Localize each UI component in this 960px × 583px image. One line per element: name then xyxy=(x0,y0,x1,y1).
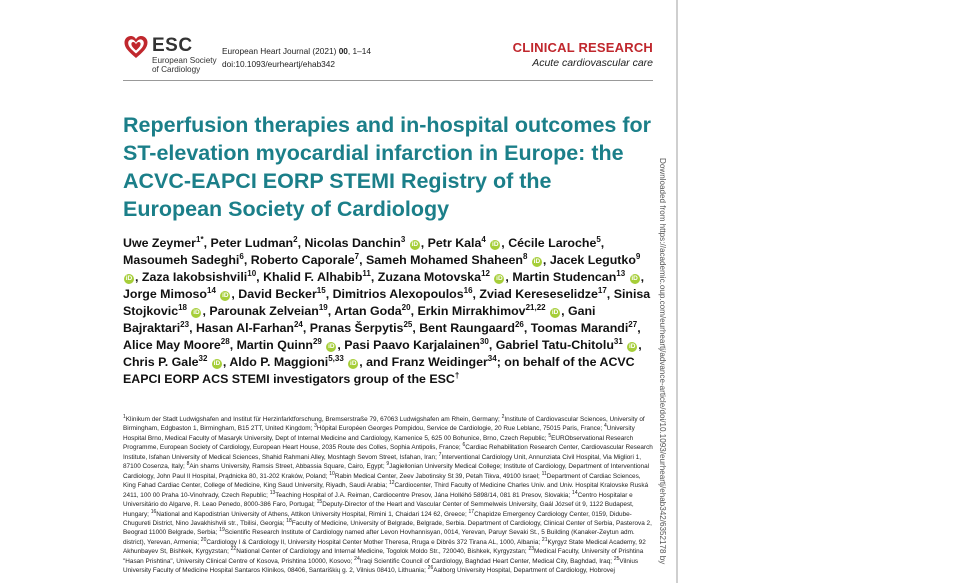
author xyxy=(196,321,303,335)
affiliation-number: 2 xyxy=(501,413,505,420)
author-affiliation-ref: 6 xyxy=(239,251,244,261)
author xyxy=(123,338,230,352)
author-name: Aldo P. Maggioni xyxy=(229,355,329,369)
affiliation-text: Hôpital Européen Georges Pompidou, Service de Cardiologie, 20 Rue Leblanc, 75015 Paris, France; xyxy=(316,425,604,433)
affiliation-number: 26 xyxy=(427,565,434,572)
author-name: Parounak Zelveian xyxy=(209,304,319,318)
author xyxy=(304,236,420,250)
affiliation xyxy=(186,461,390,471)
author-affiliation-ref: 2 xyxy=(293,234,298,244)
affiliation-number: 24 xyxy=(354,555,360,562)
author xyxy=(142,270,256,284)
orcid-icon[interactable]: iD xyxy=(496,275,503,282)
affiliation-text: Ain shams University, Ramsis Street, Abbassia Square, Cairo, Egypt; xyxy=(189,463,387,471)
affiliation-number: 3 xyxy=(314,423,317,430)
author xyxy=(378,270,506,284)
author xyxy=(210,236,297,250)
affiliation-number: 23 xyxy=(528,546,535,553)
author-name: Sameh Mohamed Shaheen xyxy=(366,253,524,267)
affiliation xyxy=(231,548,529,555)
author-affiliation-ref: 19 xyxy=(318,302,328,312)
orcid-icon[interactable]: iD xyxy=(551,309,559,316)
affiliation-number: 6 xyxy=(462,442,466,449)
author-name: Alice May Moore xyxy=(123,338,221,352)
author-affiliation-ref: 16 xyxy=(463,285,473,295)
author-name: David Becker xyxy=(238,287,317,301)
esc-logo xyxy=(123,34,217,79)
affiliation xyxy=(314,425,604,432)
author-name: Toomas Marandi xyxy=(530,321,629,335)
author-affiliation-ref: 15 xyxy=(316,285,326,295)
author-affiliation-ref: 20 xyxy=(401,302,411,312)
author xyxy=(334,304,410,318)
orcid-icon[interactable]: iD xyxy=(411,241,419,248)
affiliation-text: Kyrgyz State Medical Academy, 92 Akhunbayev St, Bishkek, Kyrgyzstan; xyxy=(123,538,646,556)
affiliations-block xyxy=(123,415,653,576)
affiliation-number: 16 xyxy=(150,508,157,515)
author-affiliation-ref: 32 xyxy=(198,353,208,363)
author-affiliation-ref: 8 xyxy=(523,251,528,261)
header-rule xyxy=(123,80,653,81)
author xyxy=(344,338,489,352)
affiliation-text: Cardiocenter, Third Faculty of Medicine Charles Univ. and Univ. Hospital Kralovske Ruská 2411, 100 00 Praha 10-Vinohrady, Czech Republic; xyxy=(123,482,649,499)
article-title: Reperfusion therapies and in-hospital outcomes for ST-elevation myocardial infarction in Europe: the ACVC-EAPCI EORP STEMI Registry of the European Society of Cardiology xyxy=(123,113,652,221)
author-affiliation-ref: 21,22 xyxy=(525,302,546,312)
author xyxy=(417,304,561,318)
affiliation-number: 12 xyxy=(388,480,395,487)
author-name: Gabriel Tatu-Chitolu xyxy=(495,338,614,352)
affiliation-text: Faculty of Medicine, University of Belgrade, Belgrade, Serbia. Department of Cardiology, Clinical Center of Serbia, Pasterova 2, Beograd 11000 Belgrade, Serbia; xyxy=(123,519,652,537)
author-name: Roberto Caporale xyxy=(250,253,355,267)
author-name: Zaza Iakobsishvili xyxy=(141,270,248,284)
author-affiliation-ref: 9 xyxy=(635,251,641,261)
author xyxy=(531,321,637,335)
affiliation-text: Institute of Cardiovascular Sciences, University of Birmingham, Edgbaston 1, Birmingham, B15 2TT, United Kingdom; xyxy=(123,416,645,433)
author-affiliation-ref: 5,33 xyxy=(328,353,344,363)
affiliation-text: Chapidze Emergency Cardiology Center, 0159, Didube-Chugureti District, Nino Javakhishvili str., Tbilisi, Georgia; xyxy=(123,510,632,527)
author xyxy=(392,355,497,369)
orcid-icon[interactable]: iD xyxy=(533,258,541,265)
author xyxy=(123,355,223,369)
section-sublabel: Acute cardiovascular care xyxy=(532,57,653,69)
affiliation-text: National Center of Cardiology and Internal Medicine, Togolok Moldo Str., 720040, Bishkek, Kyrgyzstan; xyxy=(236,548,529,556)
author-name: Dimitrios Alexopoulos xyxy=(332,287,464,301)
affiliation xyxy=(123,413,502,423)
affiliation xyxy=(428,567,615,574)
esc-logo-abbrev: ESC xyxy=(152,35,193,56)
section-label: CLINICAL RESEARCH xyxy=(512,40,653,55)
orcid-icon[interactable]: iD xyxy=(125,275,133,282)
author xyxy=(237,338,338,352)
author-affiliation-ref: 12 xyxy=(481,268,490,278)
author-affiliation-ref: 24 xyxy=(293,319,303,329)
author-name: Jacek Legutko xyxy=(549,253,636,267)
journal-name: European Heart Journal (2021) xyxy=(222,46,339,56)
author-affiliation-ref: 3 xyxy=(400,234,406,244)
affiliation-text: Cardiac Rehabilitation Research Center, Cardiovascular Research Institute, Isfahan University of Medical Sciences, Shahid Rahmani Alley, Moshtagh Sevom Street, Isfahan, Iran; xyxy=(123,444,653,461)
author xyxy=(496,338,639,352)
journal-citation xyxy=(222,45,371,71)
author-affiliation-ref: 1 xyxy=(196,234,201,244)
author-name: Hasan Al-Farhan xyxy=(195,321,294,335)
affiliation-number: 18 xyxy=(286,517,292,524)
author-name: Petr Kala xyxy=(427,236,482,250)
viewer-right-margin xyxy=(678,0,960,583)
affiliation-number: 15 xyxy=(316,498,323,505)
journal-pages: , 1–14 xyxy=(347,46,371,56)
esc-logo-name-line2: of Cardiology xyxy=(152,65,201,75)
author xyxy=(263,270,371,284)
author-affiliation-ref: 17 xyxy=(597,285,607,295)
author-affiliation-ref: 10 xyxy=(247,268,257,278)
author-affiliation-ref: 4 xyxy=(481,234,486,244)
author-name: Nicolas Danchin xyxy=(304,236,401,250)
author-affiliation-ref: 14 xyxy=(207,285,216,295)
affiliation-number: 22 xyxy=(230,546,237,553)
affiliation-text: Scientific Research Institute of Cardiology named after Levon Hovhannisyan, 0014, Yerevan, Paruyr Sevaki St., 5 Building (Kanaker-Zeytun adm. district), Yerevan, Armenia; xyxy=(123,529,635,546)
orcid-icon[interactable]: iD xyxy=(222,292,229,299)
affiliation-number: 9 xyxy=(386,461,390,468)
affiliation xyxy=(269,489,573,499)
affiliation-number: 20 xyxy=(200,536,207,543)
orcid-icon[interactable]: iD xyxy=(350,360,357,367)
author xyxy=(209,304,327,318)
affiliation-number: 11 xyxy=(541,470,547,477)
author xyxy=(229,355,359,369)
author-affiliation-ref: 5 xyxy=(596,234,601,244)
author-name: Cécile Laroche xyxy=(508,236,597,250)
author xyxy=(508,236,601,250)
author xyxy=(238,287,325,301)
author-group-ref: † xyxy=(454,370,460,380)
affiliation-text: Iraqi Scientific Council of Cardiology, Baghdad Heart Center, Medical City, Baghdad, Iraq; xyxy=(359,557,614,565)
author xyxy=(333,287,473,301)
orcid-icon[interactable]: iD xyxy=(631,275,638,282)
affiliation-text: Medical Faculty, University of Prishtina "Hasan Prishtina", University Clinical Centre of Kosova, Prishtina 10000, Kosovo; xyxy=(123,548,644,565)
author xyxy=(366,253,543,267)
affiliation-text: Jagiellonian University Medical College; Institute of Cardiology, Department of Interventional Cardiology, John Paul II Hospital, Prądnicka 80, 31-202 Kraków, Poland; xyxy=(123,463,650,480)
affiliation-number: 19 xyxy=(219,527,225,534)
journal-volume: 00 xyxy=(338,46,348,56)
affiliation-text: Cardiology I & Cardiology II, University Hospital Center Mother Theresa, Rruga e Dibrës 372 Tirana AL, 1000, Albania; xyxy=(206,538,542,546)
author-name: Erkin Mirrakhimov xyxy=(417,304,526,318)
affiliation-text: Deputy-Director of the Heart and Vascular Center of Semmelweis University, Gaál József út 9, 1122 Budapest, Hungary; xyxy=(123,501,634,518)
affiliation-text: Vilnius University Faculty of Medicine Hospital Santaros Klinikos, 08406, Santariškių g. 2, Vilnius 08410, Lithuania; xyxy=(123,557,639,575)
esc-logo-name xyxy=(152,56,232,75)
author-affiliation-ref: 27 xyxy=(628,319,638,329)
affiliation-number: 21 xyxy=(541,536,548,543)
author xyxy=(479,287,606,301)
author-affiliation-ref: 23 xyxy=(180,319,190,329)
author xyxy=(123,287,231,301)
author-name: Martin Studencan xyxy=(512,270,617,284)
author-group: on behalf of the ACVC EAPCI EORP ACS STEMI investigators group of the ESC xyxy=(123,355,635,386)
author-affiliation-ref: 29 xyxy=(312,336,322,346)
orcid-icon[interactable]: iD xyxy=(492,241,499,248)
affiliation xyxy=(200,536,542,546)
author-affiliation-ref: 11 xyxy=(362,268,371,278)
affiliation-text: National and Kapodistrian University of Athens, Attikon University Hospital, Rimini 1, Chaidari 124 62, Greece; xyxy=(156,510,469,518)
affiliation xyxy=(329,470,542,480)
author-name: Artan Goda xyxy=(334,304,402,318)
author-name: Pranas Šerpytis xyxy=(309,321,404,335)
affiliation-text: Interventional Cardiology Unit, Annunziata Civil Hospital, Via Migliori 1, 87100 Cosenza, Italy; xyxy=(123,453,641,471)
author xyxy=(123,236,204,250)
author-affiliation-ref: 28 xyxy=(220,336,230,346)
affiliation-text: Rabin Medical Center, Zeev Jabotinsky St 39, Petah Tikva, 49100 Israel; xyxy=(334,472,542,480)
author-name: Jorge Mimoso xyxy=(123,287,207,301)
author-name: Masoumeh Sadeghi xyxy=(123,253,240,267)
author-affiliation-ref: 34 xyxy=(487,353,497,363)
author-corresponding-mark: * xyxy=(200,234,204,244)
author-list: Uwe Zeymer$^{1*}$, Peter Ludman$^2$, Nicolas Danchin$^3$ iD , Petr Kala$^4$ iD , Cécile Laroche$^5$, Masoumeh Sadeghi$^6$, Roberto Caporale$^7$, Sameh Mohamed Shaheen$^8$ iD , Jacek Legutko$^9$ iD , Zaza Iakobsishvili$^{10}$, Khalid F. Alhabib$^{11}$, Zuzana Motovska$^{12}$ iD , Martin Studencan$^{13}$ iD , Jorge Mimoso$^{14}$ iD , David Becker$^{15}$, Dimitrios Alexopoulos$^{16}$, Zviad Kereseselidze$^{17}$, Sinisa Stojkovic$^{18}$ iD , Parounak Zelveian$^{19}$, Artan Goda$^{20}$, Erkin Mirrakhimov$^{21,22}$ iD , Gani Bajraktari$^{23}$, Hasan Al-Farhan$^{24}$, Pranas Šerpytis$^{25}$, Bent Raungaard$^{26}$, Toomas Marandi$^{27}$, Alice May Moore$^{28}$, Martin Quinn$^{29}$ iD , Pasi Paavo Karjalainen$^{30}$, Gabriel Tatu-Chitolu$^{31}$ iD , Chris P. Gale$^{32}$ iD , Aldo P. Maggioni$^{5,33}$ iD , and Franz Weidinger$^{34}$; on behalf of the ACVC EAPCI EORP ACS STEMI investigators group of the ESC† xyxy=(123,234,651,386)
author xyxy=(428,236,502,250)
affiliation-text: Department of Cardiac Sciences, King Fahad Cardiac Center, College of Medicine, King Saud University, Riyadh, Saudi Arabia; xyxy=(123,472,641,490)
author-name: Uwe Zeymer xyxy=(123,236,197,250)
affiliation-number: 5 xyxy=(548,432,552,439)
author-affiliation-ref: 7 xyxy=(354,251,360,261)
affiliation xyxy=(150,508,469,518)
orcid-icon[interactable]: iD xyxy=(193,309,200,316)
author-affiliation-ref: 18 xyxy=(178,302,187,312)
affiliation-text: Aalborg University Hospital, Department of Cardiology, Hobrovej xyxy=(433,567,615,575)
affiliation-number: 14 xyxy=(572,489,578,496)
pdf-page xyxy=(115,0,677,583)
affiliation-text: EURObservational Research Programme, European Society of Cardiology, European Heart House, 2035 Route des Colles, Sophia Antipolis, France; xyxy=(123,434,634,452)
affiliation-number: 10 xyxy=(329,470,335,477)
affiliation-text: Teaching Hospital of J.A. Reiman, Cardiocentre Presov, Jána Holléhó 5898/14, 081 81 Presov, Slovakia; xyxy=(275,491,573,499)
affiliation-text: Centro Hospitalar e Universitário do Algarve, R. Leao Penedo, 8000-386 Faro, Portugal; xyxy=(123,491,633,509)
journal-doi: doi:10.1093/eurheartj/ehab342 xyxy=(222,59,336,69)
affiliation-number: 1 xyxy=(123,413,126,420)
affiliation-number: 25 xyxy=(613,555,620,562)
author xyxy=(512,270,640,284)
author xyxy=(123,253,244,267)
viewer-left-margin xyxy=(0,0,115,583)
affiliation-text: University Hospital Brno, Medical Faculty of Masaryk University, Dept of Internal Medicine and Cardiology, Kamenice 5, 625 00 Bohunice, Brno, Czech Republic; xyxy=(123,425,635,442)
author-affiliation-ref: 31 xyxy=(613,336,623,346)
affiliation xyxy=(354,555,614,565)
author xyxy=(310,321,413,335)
author-name: Franz Weidinger xyxy=(391,355,488,369)
author xyxy=(251,253,359,267)
author-name: Martin Quinn xyxy=(236,338,313,352)
affiliation-text: Klinikum der Stadt Ludwigshafen and Institut für Herzinfarktforschung, Bremserstraße 79, 67063 Ludwigshafen am Rhein, Germany; xyxy=(125,416,502,423)
author-name: Sinisa Stojkovic xyxy=(123,287,651,318)
author-name: Chris P. Gale xyxy=(123,355,199,369)
author-name: Peter Ludman xyxy=(210,236,294,250)
author-affiliation-ref: 26 xyxy=(514,319,524,329)
author xyxy=(419,321,524,335)
affiliation-number: 17 xyxy=(468,508,475,515)
affiliation-number: 13 xyxy=(269,489,276,496)
affiliation-number: 4 xyxy=(603,423,607,430)
author-name: Zviad Kereseselidze xyxy=(479,287,598,301)
affiliation-number: 8 xyxy=(186,461,190,468)
author-name: Zuzana Motovska xyxy=(377,270,482,284)
orcid-icon[interactable]: iD xyxy=(629,343,636,350)
orcid-icon[interactable]: iD xyxy=(328,343,335,350)
author-name: Gani Bajraktari xyxy=(123,304,596,335)
affiliation-number: 7 xyxy=(438,451,442,458)
author-affiliation-ref: 25 xyxy=(403,319,413,329)
author-name: Pasi Paavo Karjalainen xyxy=(344,338,480,352)
orcid-icon[interactable]: iD xyxy=(213,360,221,367)
heart-icon xyxy=(123,34,149,60)
author-affiliation-ref: 13 xyxy=(616,268,626,278)
author-affiliation-ref: 30 xyxy=(479,336,489,346)
author-name: Bent Raungaard xyxy=(419,321,515,335)
author-name: Khalid F. Alhabib xyxy=(263,270,363,284)
esc-logo-name-line1: European Society xyxy=(152,56,217,65)
download-watermark: Downloaded from https://academic.oup.com/eurheartj/advance-article/doi/10.1093/eurheartj/ehab342/6352178 by xyxy=(658,158,667,565)
